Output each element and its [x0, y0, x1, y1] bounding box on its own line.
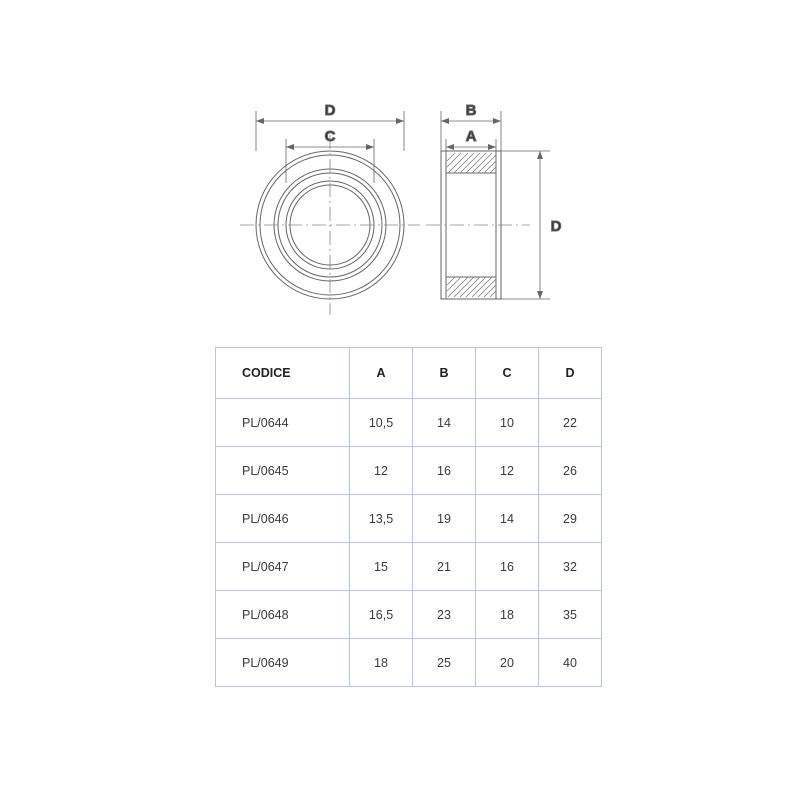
cell-a: 18: [350, 639, 413, 687]
table-row: [216, 591, 602, 639]
spec-table: [215, 347, 602, 687]
cell-codice: PL/0645: [216, 447, 350, 495]
cell-c: 20: [476, 639, 539, 687]
cell-c: 10: [476, 399, 539, 447]
cell-d: 40: [539, 639, 602, 687]
table-row: [216, 639, 602, 687]
column-header-c: C: [476, 348, 539, 399]
cell-a: 15: [350, 543, 413, 591]
cell-d: 26: [539, 447, 602, 495]
cell-c: 18: [476, 591, 539, 639]
cell-d: 29: [539, 495, 602, 543]
column-header-b: B: [413, 348, 476, 399]
dimension-label-D-front: D: [324, 102, 336, 119]
cell-a: 12: [350, 447, 413, 495]
cell-b: 25: [413, 639, 476, 687]
cell-codice: PL/0648: [216, 591, 350, 639]
cell-codice: PL/0646: [216, 495, 350, 543]
dimension-label-A-side: A: [465, 128, 477, 145]
cell-c: 12: [476, 447, 539, 495]
cell-a: 13,5: [350, 495, 413, 543]
cell-b: 19: [413, 495, 476, 543]
side-view-hatch-bottom: [447, 277, 496, 297]
cell-codice: PL/0649: [216, 639, 350, 687]
cell-a: 10,5: [350, 399, 413, 447]
front-view-centerlines: [240, 135, 420, 315]
cell-d: 35: [539, 591, 602, 639]
cell-b: 14: [413, 399, 476, 447]
cell-c: 16: [476, 543, 539, 591]
cell-d: 32: [539, 543, 602, 591]
cell-codice: PL/0644: [216, 399, 350, 447]
side-view-hatch-top: [447, 153, 496, 173]
spec-table-container: [215, 347, 577, 687]
cell-b: 21: [413, 543, 476, 591]
cell-b: 16: [413, 447, 476, 495]
cell-a: 16,5: [350, 591, 413, 639]
technical-drawing: [230, 95, 580, 335]
column-header-d: D: [539, 348, 602, 399]
cell-c: 14: [476, 495, 539, 543]
cell-d: 22: [539, 399, 602, 447]
cell-codice: PL/0647: [216, 543, 350, 591]
table-row: [216, 399, 602, 447]
column-header-codice: CODICE: [216, 348, 350, 399]
table-row: [216, 495, 602, 543]
dimension-label-C-front: C: [324, 128, 336, 145]
table-header-row: [216, 348, 602, 399]
table-row: [216, 543, 602, 591]
dimension-label-B-side: B: [465, 102, 477, 119]
dimension-label-D-side: D: [550, 218, 562, 235]
column-header-a: A: [350, 348, 413, 399]
table-row: [216, 447, 602, 495]
cell-b: 23: [413, 591, 476, 639]
